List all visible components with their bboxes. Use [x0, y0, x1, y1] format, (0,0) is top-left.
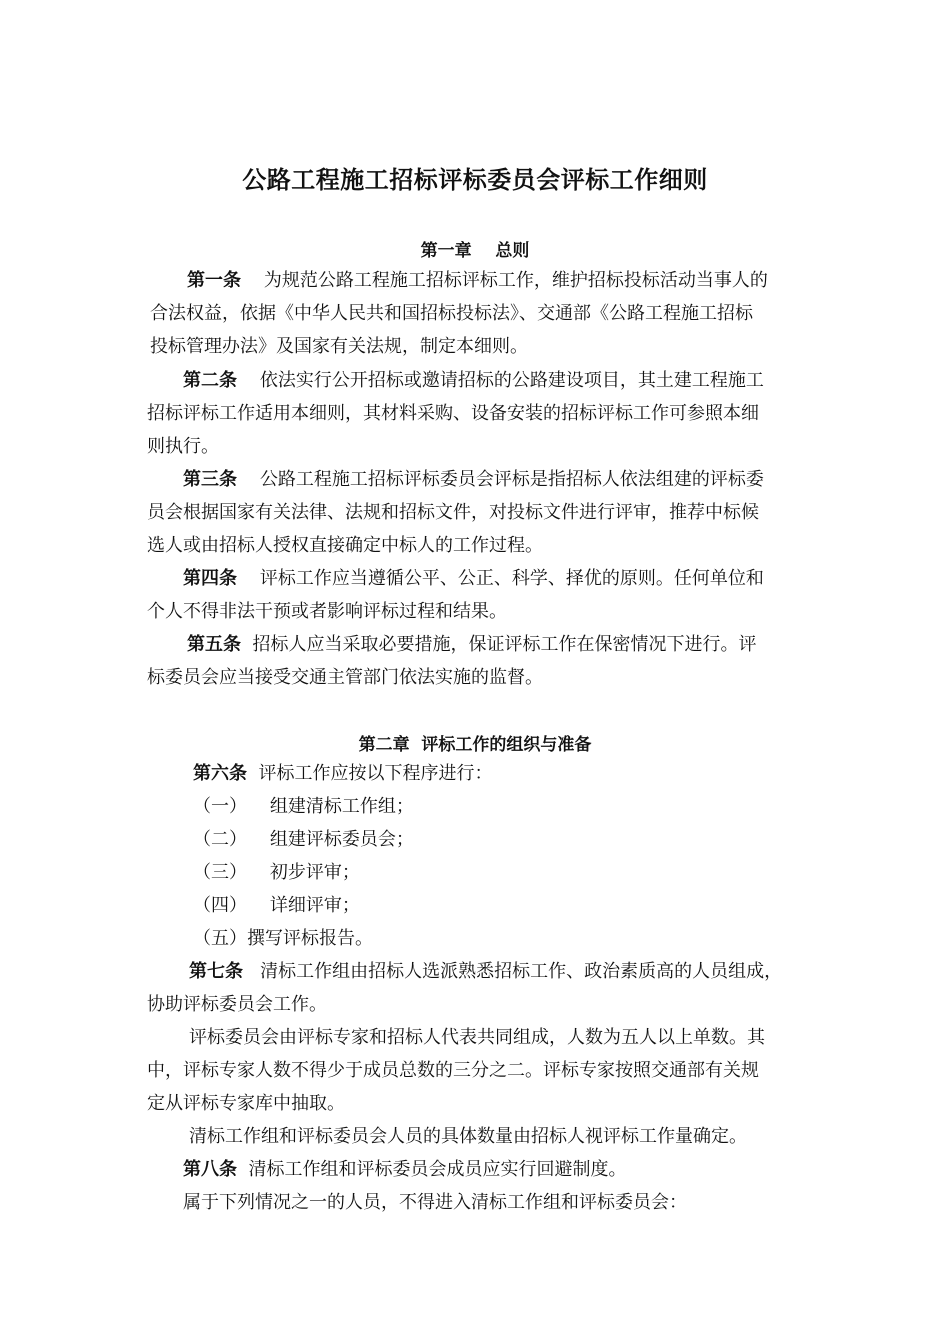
article-7-text: 清标工作组由招标人选派熟悉招标工作、政治素质高的人员组成，	[260, 961, 783, 982]
chapter-2-heading: 第二章 评标工作的组织与准备	[358, 735, 592, 755]
article-4-line-1	[183, 568, 764, 590]
article-6-line-1	[193, 763, 492, 785]
paragraph-1-line-1: 评标委员会由评标专家和招标人代表共同组成，人数为五人以上单数。其	[189, 1027, 765, 1048]
article-1-line-2: 合法权益，依据《中华人民共和国招标投标法》、交通部《公路工程施工招标	[150, 303, 753, 324]
document-title: 公路工程施工招标评标委员会评标工作细则	[242, 165, 708, 194]
list-item: （三） 初步评审；	[193, 862, 360, 883]
chapter-1-heading: 第一章 总则	[420, 241, 530, 261]
article-8-label: 第八条	[183, 1159, 237, 1180]
article-7-line-1	[189, 961, 782, 983]
article-3-text: 公路工程施工招标评标委员会评标是指招标人依法组建的评标委	[259, 469, 764, 490]
article-3-line-1	[183, 469, 764, 491]
article-1-line-1	[187, 270, 768, 292]
article-2-line-2: 招标评标工作适用本细则，其材料采购、设备安装的招标评标工作可参照本细	[147, 403, 759, 424]
article-4-label: 第四条	[183, 568, 237, 589]
article-5-label: 第五条	[187, 634, 241, 655]
paragraph-3: 属于下列情况之一的人员，不得进入清标工作组和评标委员会：	[183, 1192, 687, 1213]
list-item: （四） 详细评审；	[193, 895, 360, 916]
article-7-label: 第七条	[189, 961, 243, 982]
article-5-line-2: 标委员会应当接受交通主管部门依法实施的监督。	[147, 667, 543, 688]
article-3-label: 第三条	[183, 469, 237, 490]
article-3-line-2: 员会根据国家有关法律、法规和招标文件，对投标文件进行评审，推荐中标候	[147, 502, 759, 523]
article-8-line-1	[183, 1159, 626, 1181]
article-6-label: 第六条	[193, 763, 247, 784]
article-1-text: 为规范公路工程施工招标评标工作，维护招标投标活动当事人的	[263, 270, 768, 291]
article-2-label: 第二条	[183, 370, 237, 391]
list-item: （一） 组建清标工作组；	[193, 796, 414, 817]
paragraph-2: 清标工作组和评标委员会人员的具体数量由招标人视评标工作量确定。	[189, 1126, 747, 1147]
list-item: （二） 组建评标委员会；	[193, 829, 414, 850]
article-4-text: 评标工作应当遵循公平、公正、科学、择优的原则。任何单位和	[259, 568, 764, 589]
article-5-text: 招标人应当采取必要措施，保证评标工作在保密情况下进行。评	[252, 634, 757, 655]
paragraph-1-line-3: 定从评标专家库中抽取。	[147, 1093, 345, 1114]
article-2-text: 依法实行公开招标或邀请招标的公路建设项目，其土建工程施工	[259, 370, 764, 391]
article-2-line-3: 则执行。	[147, 436, 219, 457]
article-5-line-1	[187, 634, 756, 656]
article-1-line-3: 投标管理办法》及国家有关法规，制定本细则。	[150, 336, 528, 357]
article-6-text: 评标工作应按以下程序进行：	[258, 763, 493, 784]
article-4-line-2: 个人不得非法干预或者影响评标过程和结果。	[147, 601, 507, 622]
article-8-text: 清标工作组和评标委员会成员应实行回避制度。	[248, 1159, 627, 1180]
article-3-line-3: 选人或由招标人授权直接确定中标人的工作过程。	[147, 535, 543, 556]
paragraph-1-line-2: 中，评标专家人数不得少于成员总数的三分之二。评标专家按照交通部有关规	[147, 1060, 759, 1081]
article-1-label: 第一条	[187, 270, 241, 291]
article-7-line-2: 协助评标委员会工作。	[147, 994, 327, 1015]
article-2-line-1	[183, 370, 764, 392]
list-item: （五）撰写评标报告。	[193, 928, 373, 949]
